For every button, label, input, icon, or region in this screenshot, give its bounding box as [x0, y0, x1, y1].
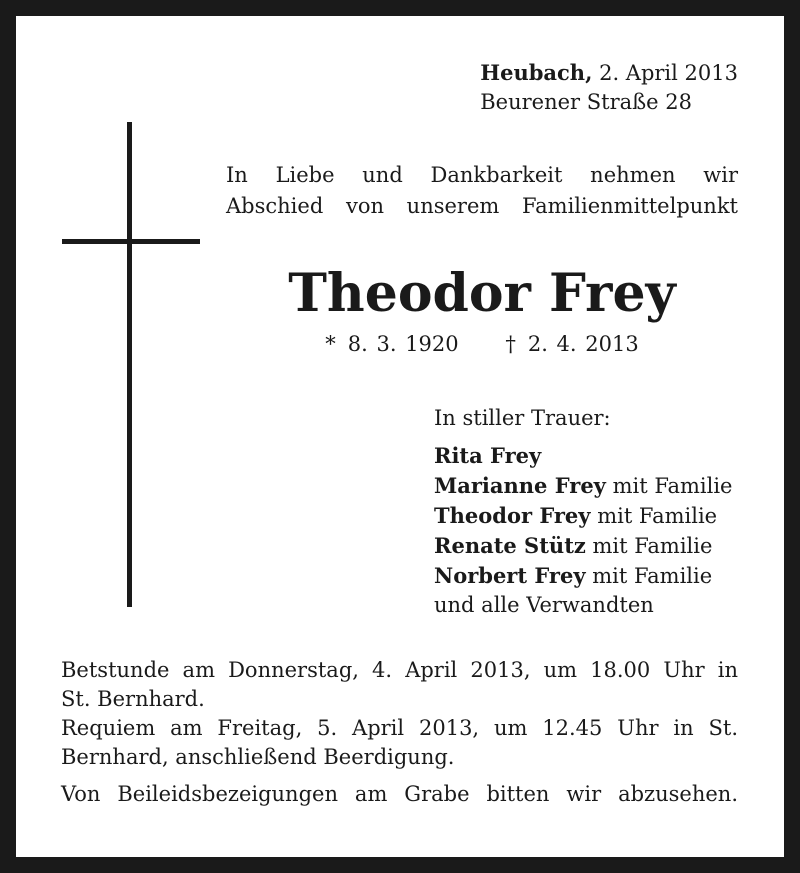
birth-date: 8. 3. 1920 [347, 332, 459, 356]
place-name: Heubach, [480, 60, 593, 85]
death-symbol: † [505, 332, 516, 356]
mourner-suffix: mit Familie [592, 534, 713, 558]
mourner-name: Theodor Frey [434, 503, 591, 528]
requiem-notice-line-1: Requiem am Freitag, 5. April 2013, um 12.45 Uhr in St. [61, 716, 738, 740]
mourner-name: Rita Frey [434, 443, 542, 468]
prayer-notice-line-2: St. Bernhard. [61, 687, 205, 711]
mourners-heading: In stiller Trauer: [434, 406, 611, 430]
birth-symbol: * [325, 332, 336, 356]
list-item [434, 561, 732, 591]
place-and-address [480, 58, 738, 117]
announcement-date: 2. April 2013 [599, 61, 738, 85]
mourner-suffix: mit Familie [612, 474, 733, 498]
intro-line-2: Abschied von unserem Familienmittelpunkt [226, 194, 738, 218]
cross-icon-bar [62, 239, 200, 244]
mourner-name: Marianne Frey [434, 473, 606, 498]
list-item [434, 531, 732, 561]
street-address: Beurener Straße 28 [480, 90, 693, 114]
mourner-suffix: mit Familie [597, 504, 718, 528]
prayer-notice-line-1: Betstunde am Donnerstag, 4. April 2013, um 18.00 Uhr in [61, 658, 738, 682]
list-item [434, 471, 732, 501]
mourner-suffix: mit Familie [592, 564, 713, 588]
mourners-closing: und alle Verwandten [434, 593, 654, 617]
mourners-list [434, 404, 732, 620]
list-item [434, 501, 732, 531]
mourner-name: Renate Stütz [434, 533, 586, 558]
mourner-name: Norbert Frey [434, 563, 586, 588]
intro-text [226, 160, 738, 222]
condolence-notice: Von Beileidsbezeigungen am Grabe bitten wir abzusehen. [61, 782, 738, 806]
list-item [434, 441, 732, 471]
intro-line-1: In Liebe und Dankbarkeit nehmen wir [226, 163, 738, 187]
life-dates [226, 330, 738, 358]
service-notices [61, 656, 738, 809]
death-date: 2. 4. 2013 [527, 332, 639, 356]
requiem-notice-line-2: Bernhard, anschließend Beerdigung. [61, 745, 455, 769]
deceased-name: Theodor Frey [288, 263, 676, 324]
cross-icon [127, 122, 132, 607]
place-date [480, 58, 738, 88]
